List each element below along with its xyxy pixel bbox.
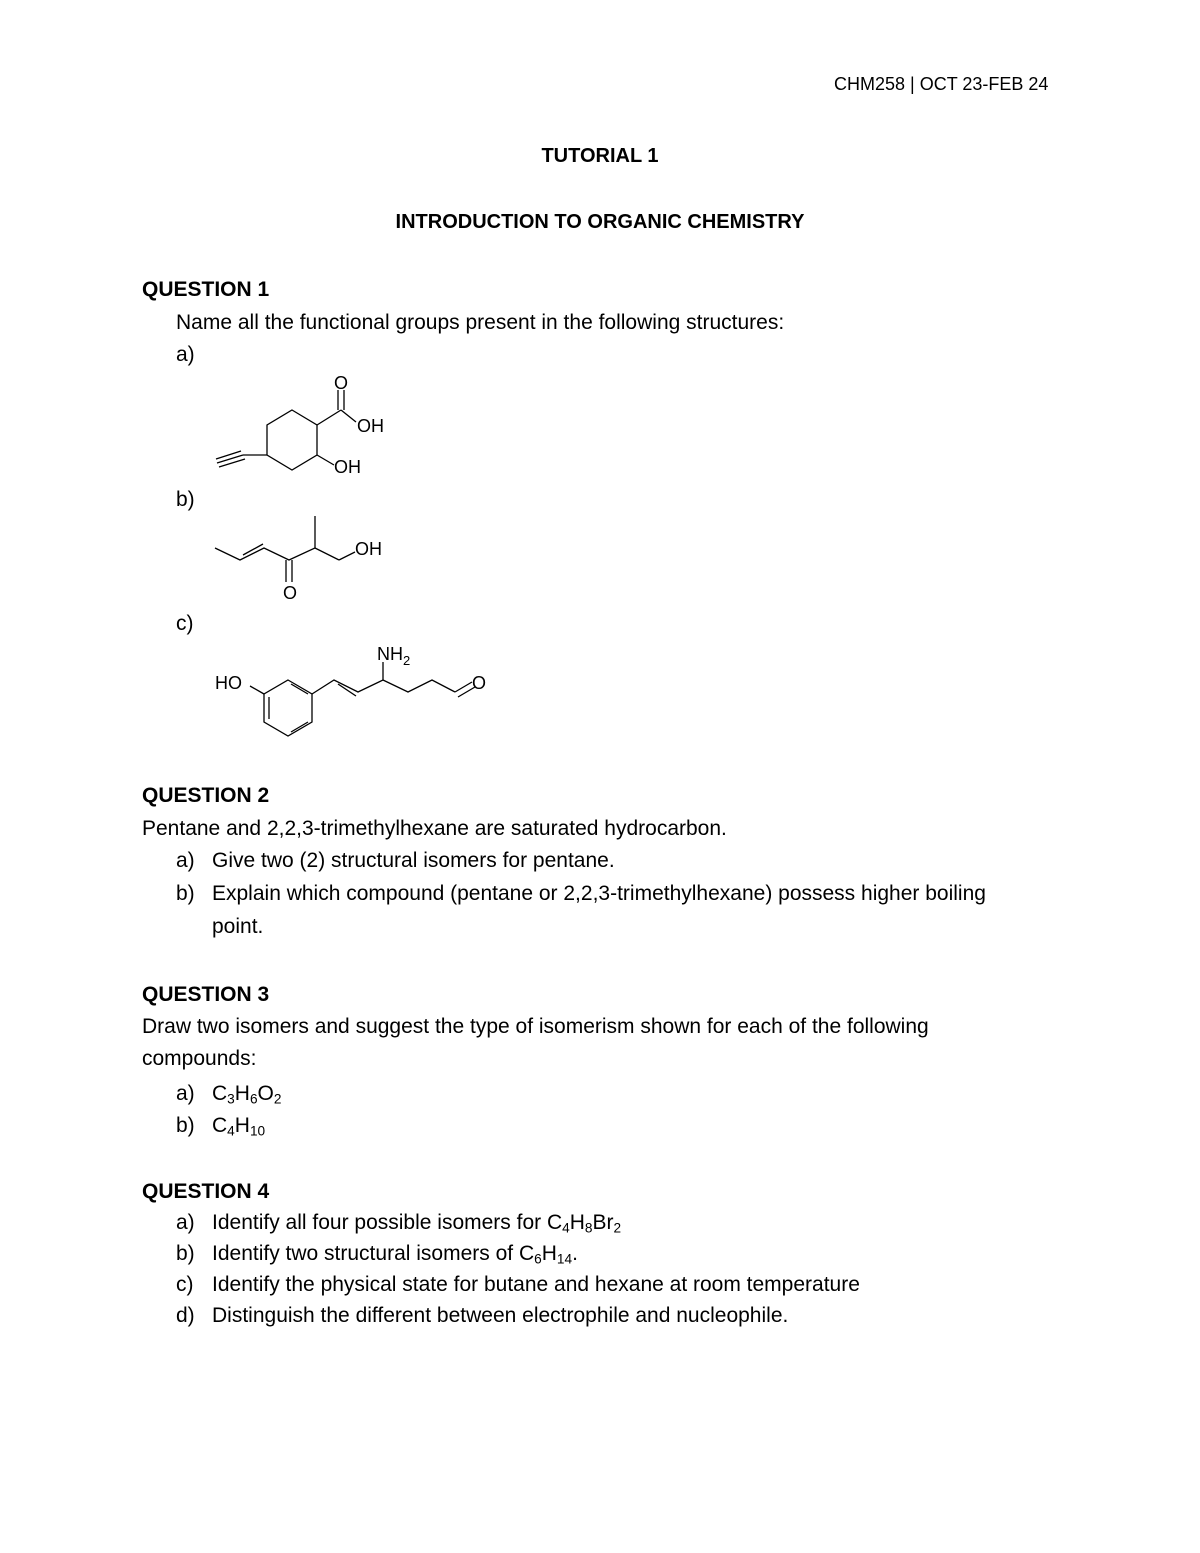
question-4-item-a-label: a) bbox=[176, 1211, 195, 1234]
question-2-item-b-continued: point. bbox=[212, 915, 264, 938]
question-1-prompt: Name all the functional groups present in the following structures: bbox=[176, 311, 785, 334]
structure-b-label-o: O bbox=[283, 583, 298, 603]
question-4-item-d-label: d) bbox=[176, 1304, 195, 1327]
question-2-heading: QUESTION 2 bbox=[142, 784, 270, 807]
structure-c bbox=[210, 640, 510, 745]
page-title: TUTORIAL 1 bbox=[541, 145, 659, 167]
structure-a-label-o: O bbox=[334, 373, 349, 393]
question-3-item-a-formula: $C_3H_6O_2$ bbox=[212, 1082, 282, 1107]
question-4-item-c-label: c) bbox=[176, 1273, 194, 1296]
question-3-item-a-label: a) bbox=[176, 1082, 195, 1105]
question-2-item-b-label: b) bbox=[176, 882, 195, 905]
question-4-item-a-text: Identify all four possible isomers for $C_4H_8Br_2$ bbox=[212, 1211, 622, 1236]
question-3-heading: QUESTION 3 bbox=[142, 983, 270, 1006]
question-4-heading: QUESTION 4 bbox=[142, 1180, 270, 1203]
structure-a bbox=[200, 370, 420, 485]
structure-c-label-o: O bbox=[472, 673, 487, 693]
question-1-item-a-label: a) bbox=[176, 343, 195, 366]
structure-c-label-nh2: $NH_2$ bbox=[377, 644, 411, 668]
question-3-item-b-formula: $C_4H_{10}$ bbox=[212, 1114, 266, 1139]
course-header: CHM258 | OCT 23-FEB 24 bbox=[834, 74, 1049, 94]
structure-a-label-oh: OH bbox=[334, 457, 361, 477]
question-1-item-b-label: b) bbox=[176, 488, 195, 511]
question-4-item-b-label: b) bbox=[176, 1242, 195, 1265]
question-4-item-b-text: Identify two structural isomers of $C_6H_{14}$. bbox=[212, 1242, 578, 1267]
question-3-line-2: compounds: bbox=[142, 1047, 257, 1070]
structure-b-label-oh: OH bbox=[355, 539, 382, 559]
cyclohexane-ring bbox=[267, 410, 317, 470]
question-2-item-a-label: a) bbox=[176, 849, 195, 872]
structure-a-label-oh-acid: OH bbox=[357, 416, 384, 436]
question-2-item-a-text: Give two (2) structural isomers for pentane. bbox=[212, 849, 615, 872]
structure-b bbox=[205, 510, 405, 605]
question-1-item-c-label: c) bbox=[176, 612, 194, 635]
question-3-item-b-label: b) bbox=[176, 1114, 195, 1137]
question-1-heading: QUESTION 1 bbox=[142, 278, 270, 301]
question-2-item-b-text: Explain which compound (pentane or 2,2,3-trimethylhexane) possess higher boiling bbox=[212, 882, 986, 905]
question-4-item-d-text: Distinguish the different between electrophile and nucleophile. bbox=[212, 1304, 789, 1327]
page-subtitle: INTRODUCTION TO ORGANIC CHEMISTRY bbox=[395, 211, 805, 233]
question-2-intro: Pentane and 2,2,3-trimethylhexane are saturated hydrocarbon. bbox=[142, 817, 727, 840]
question-4-item-c-text: Identify the physical state for butane and hexane at room temperature bbox=[212, 1273, 860, 1296]
structure-c-label-ho: HO bbox=[215, 673, 242, 693]
question-3-line-1: Draw two isomers and suggest the type of isomerism shown for each of the following bbox=[142, 1015, 929, 1038]
benzene-ring bbox=[264, 680, 312, 736]
